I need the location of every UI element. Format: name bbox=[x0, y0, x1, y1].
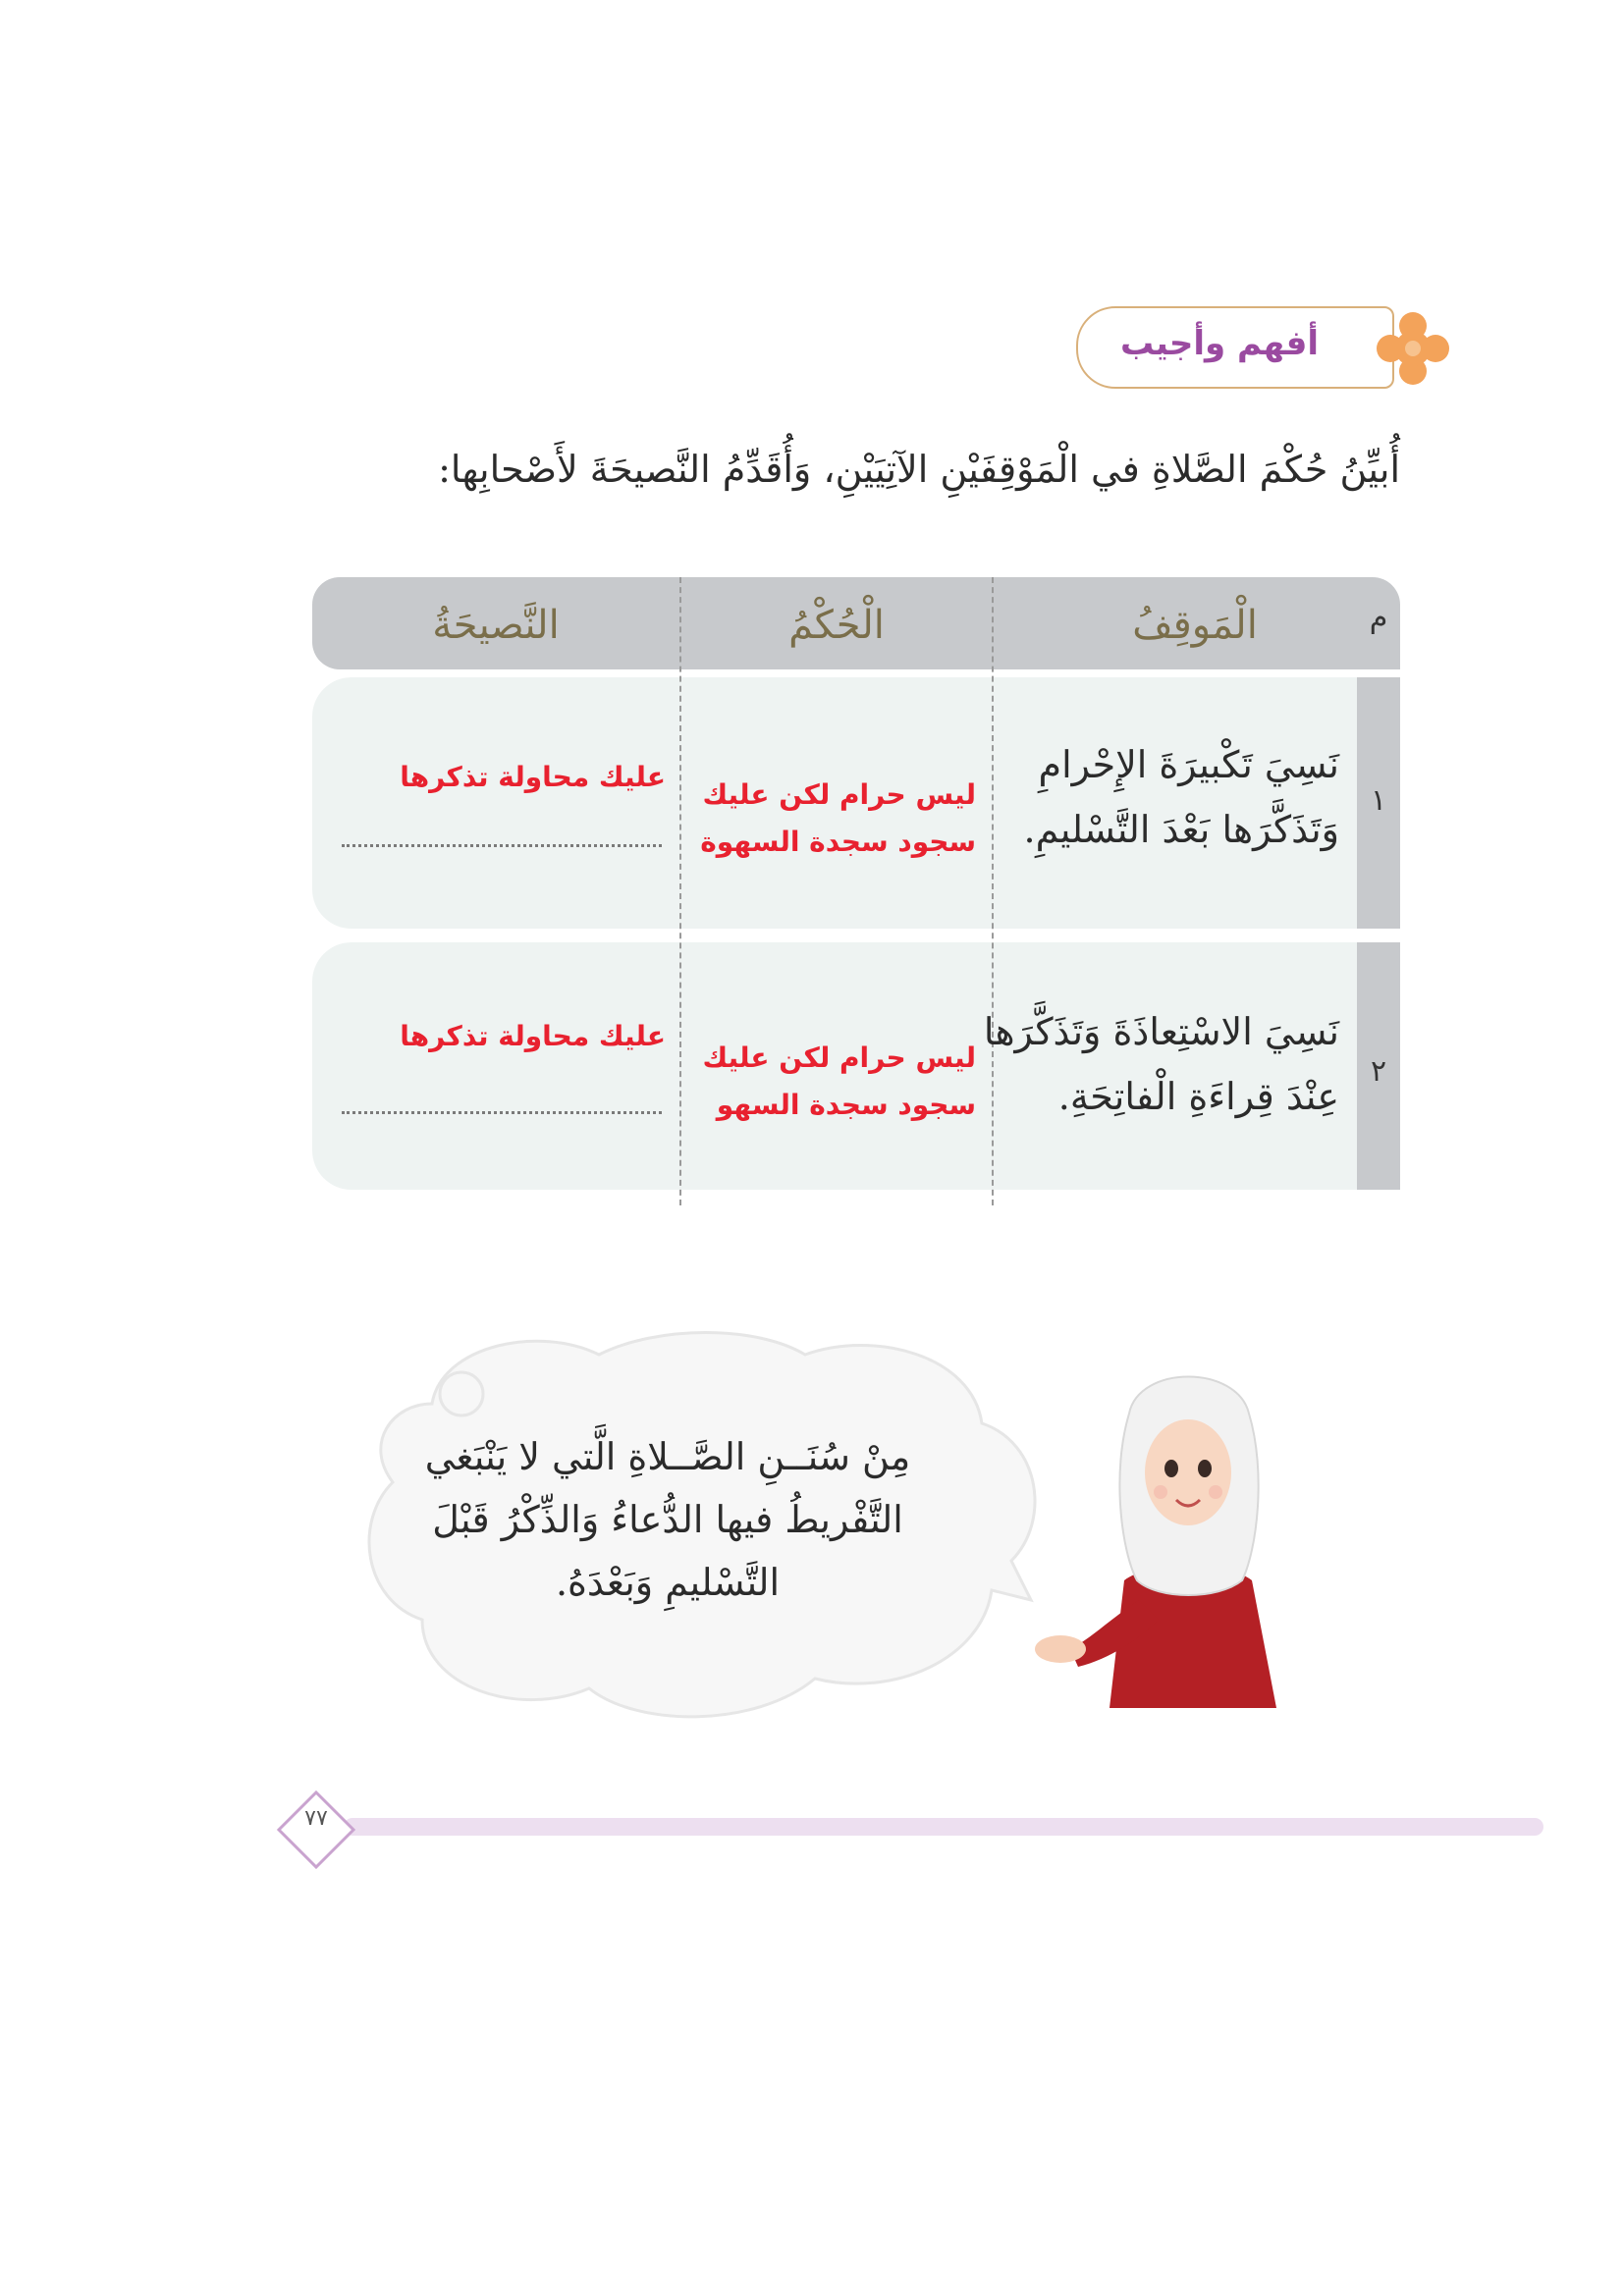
section-title: أفهم وأجيب bbox=[1119, 324, 1320, 363]
advice-answer: عليك محاولة تذكرها bbox=[400, 761, 666, 793]
section-title-badge bbox=[1043, 302, 1465, 397]
situation-line: نَسِيَ الاسْتِعاذَةَ وَتَذَكَّرَها bbox=[983, 1010, 1339, 1053]
header-situation: الْمَوقِفُ bbox=[1132, 603, 1258, 648]
answer-line bbox=[342, 844, 662, 847]
situation-line: نَسِيَ تَكْبيرَةَ الإِحْرامِ bbox=[1038, 743, 1339, 786]
situation-line: عِنْدَ قِراءَةِ الْفاتِحَةِ. bbox=[1057, 1075, 1339, 1118]
bubble-line: التَّفْريطُ فيها الدُّعاءُ وَالذِّكْرُ قَبْلَ bbox=[432, 1498, 903, 1541]
girl-illustration bbox=[1031, 1355, 1326, 1708]
header-advice: النَّصيحَةُ bbox=[432, 603, 560, 648]
bubble-line: مِنْ سُنَــنِ الصَّــلاةِ الَّتي لا يَنْبَغي bbox=[424, 1435, 911, 1478]
ruling-answer: ليس حرام لكن عليك bbox=[702, 1041, 976, 1074]
bubble-line: التَّسْليمِ وَبَعْدَهُ. bbox=[555, 1561, 781, 1604]
situations-table bbox=[312, 577, 1400, 1205]
footer-bar bbox=[344, 1818, 1543, 1836]
ruling-answer: سجود سجدة السهوة bbox=[700, 826, 976, 858]
ruling-answer: سجود سجدة السهو bbox=[716, 1089, 976, 1121]
ruling-answer: ليس حرام لكن عليك bbox=[702, 778, 976, 811]
header-ruling: الْحُكْمُ bbox=[788, 603, 885, 648]
row-number: ٢ bbox=[1370, 1054, 1387, 1089]
row-number: ١ bbox=[1370, 783, 1387, 818]
situation-line: وَتَذَكَّرَها بَعْدَ التَّسْليمِ. bbox=[1023, 808, 1339, 851]
header-num: م bbox=[1369, 601, 1388, 635]
page-number: ٧٧ bbox=[304, 1806, 328, 1831]
flower-icon bbox=[1377, 312, 1449, 385]
advice-answer: عليك محاولة تذكرها bbox=[400, 1020, 666, 1052]
instruction-text: أُبيِّنُ حُكْمَ الصَّلاةِ في الْمَوْقِفَيْنِ الآتِيَيْنِ، وَأُقَدِّمُ النَّصيحَةَ لأَصْحابِها: bbox=[438, 448, 1400, 491]
bubble-text bbox=[412, 1425, 923, 1614]
answer-line bbox=[342, 1111, 662, 1114]
